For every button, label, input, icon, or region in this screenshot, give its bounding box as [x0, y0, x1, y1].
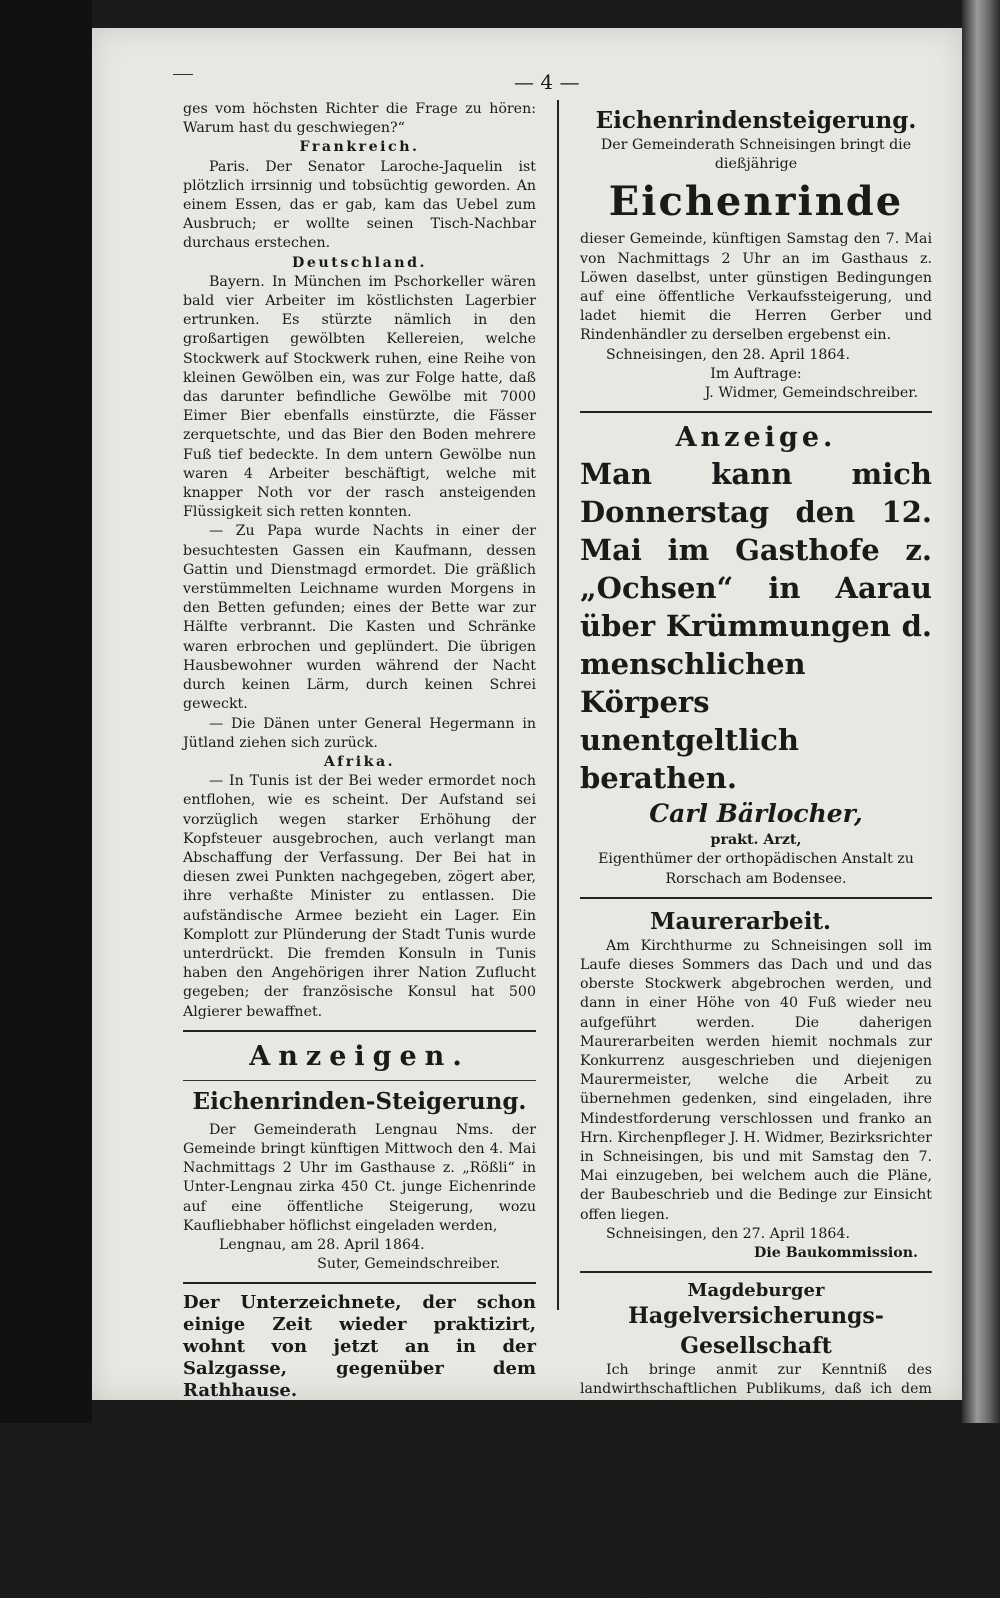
divider [580, 411, 932, 413]
article-paris: Paris. Der Senator Laroche-Jaquelin ist plötzlich irrsinnig und tobsüchtig geworden. An einem Essen, das er gab, kam das Uebel zum Ausbruch; er wollte seinen Tisch-Nachbar durchaus erstechen. [183, 158, 536, 252]
divider [580, 897, 932, 899]
anzeigen-heading: Anzeigen. [249, 1040, 470, 1072]
right-column [580, 100, 932, 1598]
ad-lengnau-text: Der Gemeinderath Lengnau Nms. der Gemeinde bringt künftigen Mittwoch den 4. Mai Nachmittags 2 Uhr im Gasthause z. „Rößli“ in Unter-Lengnau zirka 450 Ct. junge Eichenrinde auf eine öffentliche Steigerung, wozu Kaufliebhaber höflichst eingeladen werden, [183, 1121, 536, 1234]
ad-schneisingen-signature: J. Widmer, Gemeindschreiber. [704, 385, 918, 402]
ad-anzeige-owner: Eigenthümer der orthopädischen Anstalt zu [598, 851, 914, 868]
corner-mark [173, 74, 193, 75]
ad-schneisingen-intro: Der Gemeinderath Schneisingen bringt die dießjährige [600, 137, 912, 173]
article-bayern: Bayern. In München im Pschorkeller wären bald vier Arbeiter im köstlichsten Lagerbier ertrunken. Es stürzte nämlich in den großartigen gewölbten Kellereien, welche Stockwerk auf Stockwerk ruhen, eine Reihe von kleinen Gewölben ein, was zur Folge hatte, daß das darunter befindliche Gewölbe mit 7000 Eimer Bier ebenfalls einstürzte, die Fässer zerquetschte, und das Bier den Boden mehrere Fuß tief bedeckte. In dem untern Gewölbe nun waren 4 Arbeiter beschäftigt, welche mit knapper Noth vor der rasch ansteigenden Flüssigkeit sich retten konnten. [183, 273, 536, 521]
ad-schneisingen-auftrag: Im Auftrage: [710, 365, 802, 382]
divider [183, 1080, 536, 1081]
ad-meier-signature [183, 1417, 536, 1444]
ad-magdeburg-name: Zeller-Zundel [676, 1533, 836, 1559]
divider [183, 1282, 536, 1284]
ad-anzeige-place: Rorschach am Bodensee. [665, 870, 847, 887]
ad-anzeige-name: Carl Bärlocher, [649, 799, 863, 829]
ad-magdeburg-role: Generalagent der Magdeburger [641, 1560, 871, 1577]
ad-maurer-text: Am Kirchthurme zu Schneisingen soll im Laufe dieses Sommers das Dach und und das oberste Stockwerk abgebrochen werden, und dann in einer Höhe von 40 Fuß wieder neu aufgeführt werden. Die daherigen Maurerarbeiten werden hiemit nochmals zur Konkurrenz ausgeschrieben und diejenigen Maurermeister, welche die Arbeit zu übernehmen gedenken, sind eingeladen, ihre Mindestforderung verschlossen und franko an Hrn. Kirchenpfleger J. H. Widmer, Bezirksrichter in Schneisingen, bis und mit Samstag den 7. Mai einzugeben, bei welchem auch die Pläne, der Baubeschrieb und die Bedinge zur Einsicht offen liegen. [580, 937, 932, 1223]
section-heading-frankreich: Frankreich. [299, 139, 420, 156]
article-daenen: — Die Dänen unter General Hegermann in Jütland ziehen sich zurück. [183, 715, 536, 751]
scan-page-edge [962, 0, 1000, 1423]
ad-magdeburg-title: Hagelversicherungs-Gesellschaft [628, 1302, 884, 1359]
ad-meier-date: Baden, den 20. April 1864. [219, 1403, 413, 1420]
ad-lengnau-date: Lengnau, am 28. April 1864. [219, 1236, 425, 1253]
ad-magdeburg-text: Ich bringe anmit zur Kenntniß des landwirthschaftlichen Publikums, daß ich dem Herrn J. Leuthold z. grünen Berg in Zurzach eine Agentur der Magdeburger-Hagelsversicherungsgesellschaft für den Bezirk Zurzach übertragen habe und wird derselbe bereitwilligst jede zu wünschende Auskunft ertheilen. [580, 1361, 932, 1512]
section-heading-afrika: Afrika. [323, 753, 396, 770]
ad-anzeige-role: prakt. Arzt, [710, 832, 802, 849]
divider [183, 1030, 536, 1032]
ad-maurer-title: Maurerarbeit. [650, 907, 832, 935]
ad-maurer-date: Schneisingen, den 27. April 1864. [606, 1225, 850, 1242]
article-papa: — Zu Papa wurde Nachts in einer der besuchtesten Gassen ein Kaufmann, dessen Gattin und Dienstmagd ermordet. Die gräßlich verstümmelten Leichname wurden Morgens in den Betten gefunden; eines der Bette war zur Hälfte verbrannt. Die Kasten und Schränke waren erbrochen und geplündert. Die übrigen Hausbewohner wurden während der Nacht durch keinen Lärm, durch keinen Schrei geweckt. [183, 523, 536, 713]
ad-magdeburg-company: Hagelversicherungs-Gesellschaft. [615, 1579, 897, 1596]
ad-magdeburg-top: Magdeburger [687, 1280, 825, 1302]
ad-meier-role: Fürsprech. [457, 1425, 536, 1442]
intro-paragraph: ges vom höchsten Richter die Frage zu hören: Warum hast du geschwiegen?“ [183, 101, 536, 137]
ad-lengnau-signature: Suter, Gemeindschreiber. [317, 1256, 500, 1273]
ad-maurer-signature: Die Baukommission. [754, 1245, 918, 1262]
divider [580, 1271, 932, 1273]
ad-lengnau-title: Eichenrinden-Steigerung. [192, 1087, 527, 1115]
column-divider [557, 100, 559, 1310]
article-tunis: — In Tunis ist der Bei weder ermordet noch entflohen, wie es scheint. Der Aufstand sei vorzüglich wegen starker Erhöhung der Kopfsteuer ausgebrochen, auch verlangt man Abschaffung der Verfassung. Der Bei hat in diesen zwei Punkten nachgegeben, zögert aber, ihre verhaßte Minister zu entlassen. Die aufständische Armee bezieht ein Lager. Ein Komplott zur Plünderung der Stadt Tunis wurde unterdrückt. Die fremden Konsuln in Tunis haben den Angehörigen ihrer Nation Zuflucht gegeben; der französische Konsul hat 500 Algierer bewaffnet. [183, 773, 536, 1020]
ad-anzeige-text: Man kann mich Donnerstag den 12. Mai im Gasthofe z. „Ochsen“ in Aarau über Krümmungen d. menschlichen Körpers unentgeltlich berathen. [580, 457, 932, 796]
ad-schneisingen-big: Eichenrinde [608, 178, 904, 226]
ad-schneisingen-date: Schneisingen, den 28. April 1864. [606, 346, 850, 363]
section-heading-deutschland: Deutschland. [292, 254, 427, 271]
ad-meier-text: Der Unterzeichnete, der schon einige Zeit wieder praktizirt, wohnt von jetzt an in der Salzgasse, gegenüber dem Rathhause. [183, 1292, 536, 1402]
ad-meier-name: A. Meier, [341, 1417, 453, 1444]
ad-anzeige-title: Anzeige. [675, 422, 837, 454]
left-column [183, 100, 536, 1444]
page-number: — 4 — [514, 70, 580, 94]
ad-schneisingen-title: Eichenrindensteigerung. [595, 107, 917, 134]
ad-schneisingen-text: dieser Gemeinde, künftigen Samstag den 7. Mai von Nachmittags 2 Uhr an im Gasthaus z. Löwen daselbst, unter günstigen Bedingungen auf eine öffentliche Verkaufssteigerung, und ladet hiemit die Herren Gerber und Rindenhändler zu derselben ergebenst ein. [580, 231, 932, 344]
scan-border-left [0, 0, 92, 1423]
ad-magdeburg-date: Zürich, den 25. April 1864. [606, 1515, 801, 1532]
